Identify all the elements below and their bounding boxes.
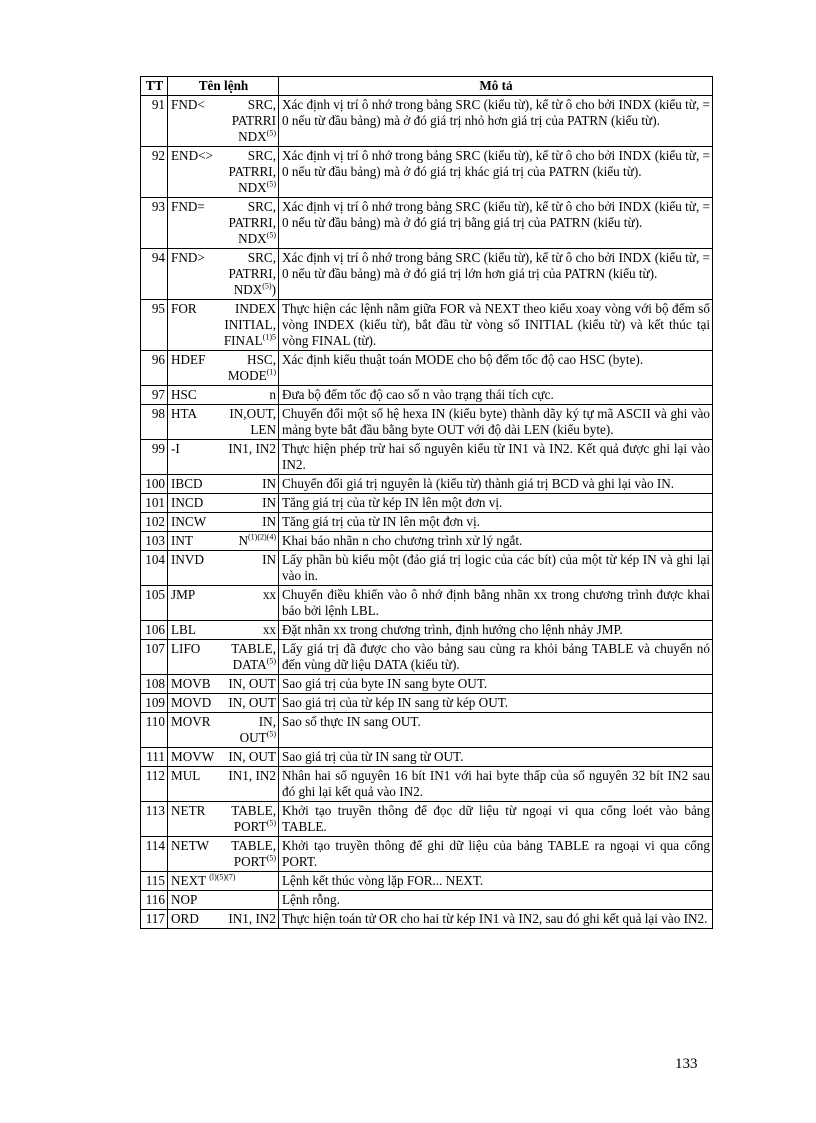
command-description: Thực hiện các lệnh nằm giữa FOR và NEXT theo kiểu xoay vòng với bộ đếm số vòng INDEX (kiểu từ), bắt đầu từ vòng số INITIAL (kiểu từ) và kết thúc tại vòng FINAL (từ). bbox=[279, 300, 713, 351]
command-description: Tăng giá trị của từ kép IN lên một đơn vị. bbox=[279, 494, 713, 513]
row-number: 103 bbox=[141, 532, 168, 551]
footnote-mark: (5) bbox=[266, 656, 276, 666]
operand-line: IN bbox=[262, 495, 276, 510]
command-name: FOR bbox=[171, 301, 197, 316]
row-number: 97 bbox=[141, 386, 168, 405]
command-description: Khai báo nhãn n cho chương trình xử lý ngắt. bbox=[279, 532, 713, 551]
command-name: INVD bbox=[171, 552, 204, 567]
command-cell bbox=[168, 872, 279, 891]
command-description: Khởi tạo truyền thông để ghi dữ liệu của bảng TABLE ra ngoại vi qua cổng PORT. bbox=[279, 837, 713, 872]
command-description: Chuyển đổi một số hệ hexa IN (kiểu byte) thành dãy ký tự mã ASCII và ghi vào mảng byte bắt đầu bằng byte OUT với độ dài LEN (kiểu byte). bbox=[279, 405, 713, 440]
table-row bbox=[141, 640, 713, 675]
operand-line: xx bbox=[262, 587, 276, 602]
command-cell bbox=[168, 891, 279, 910]
row-number: 117 bbox=[141, 910, 168, 929]
command-name: HSC bbox=[171, 387, 197, 402]
footnote-mark: (5) bbox=[262, 281, 272, 291]
operand-line: NDX$^{(5)}$ bbox=[238, 230, 276, 246]
row-number: 106 bbox=[141, 621, 168, 640]
command-description: Lấy giá trị đã được cho vào bảng sau cùng ra khỏi bảng TABLE và chuyển nó đến vùng dữ liệu DATA (kiểu từ). bbox=[279, 640, 713, 675]
row-number: 92 bbox=[141, 147, 168, 198]
operand-line: IN, OUT bbox=[228, 695, 276, 710]
command-name: INCW bbox=[171, 514, 207, 529]
operand-line: IN1, IN2 bbox=[228, 768, 276, 783]
row-number: 115 bbox=[141, 872, 168, 891]
command-cell bbox=[168, 837, 279, 872]
command-operands bbox=[216, 250, 276, 298]
command-operands bbox=[216, 838, 276, 870]
command-description: Sao giá trị của byte IN sang byte OUT. bbox=[279, 675, 713, 694]
header-desc: Mô tả bbox=[279, 77, 713, 96]
table-row bbox=[141, 96, 713, 147]
command-name: MOVR bbox=[171, 714, 211, 729]
operand-line: DATA$^{(5)}$ bbox=[232, 656, 276, 672]
operand-line: IN1, IN2 bbox=[228, 911, 276, 926]
command-operands bbox=[216, 695, 276, 711]
operand-line: IN1, IN2 bbox=[228, 441, 276, 456]
command-operands bbox=[216, 387, 276, 403]
command-name: INCD bbox=[171, 495, 204, 510]
command-description: Thực hiện phép trừ hai số nguyên kiểu từ IN1 và IN2. Kết quả được ghi lại vào IN2. bbox=[279, 440, 713, 475]
command-name: INT bbox=[171, 533, 193, 548]
operand-line: IN,OUT, bbox=[229, 406, 276, 421]
command-description: Đặt nhãn xx trong chương trình, định hướng cho lệnh nhảy JMP. bbox=[279, 621, 713, 640]
command-operands bbox=[216, 714, 276, 746]
operand-line: TABLE, bbox=[231, 838, 276, 853]
command-operands bbox=[216, 803, 276, 835]
command-operands bbox=[216, 352, 276, 384]
row-number: 104 bbox=[141, 551, 168, 586]
command-name: MOVD bbox=[171, 695, 212, 710]
command-name: LBL bbox=[171, 622, 196, 637]
table-row bbox=[141, 748, 713, 767]
operand-line: NDX$^{(5)}$ bbox=[238, 179, 276, 195]
command-description: Xác định vị trí ô nhớ trong bảng SRC (kiểu từ), kể từ ô cho bởi INDX (kiểu từ, = 0 nếu từ đầu bảng) mà ở đó giá trị lớn hơn giá trị của PATRN (kiểu từ). bbox=[279, 249, 713, 300]
command-name: LIFO bbox=[171, 641, 201, 656]
table-row bbox=[141, 872, 713, 891]
command-description: Xác định kiểu thuật toán MODE cho bộ đếm tốc độ cao HSC (byte). bbox=[279, 351, 713, 386]
command-name: END<> bbox=[171, 148, 213, 163]
command-cell bbox=[168, 475, 279, 494]
table-row bbox=[141, 351, 713, 386]
table-row bbox=[141, 802, 713, 837]
command-operands bbox=[216, 641, 276, 673]
row-number: 95 bbox=[141, 300, 168, 351]
table-row bbox=[141, 891, 713, 910]
footnote-mark: (1)5 bbox=[262, 332, 276, 342]
operand-line: TABLE, bbox=[231, 641, 276, 656]
row-number: 100 bbox=[141, 475, 168, 494]
command-cell bbox=[168, 621, 279, 640]
command-name: NOP bbox=[171, 892, 198, 907]
operand-line: OUT$^{(5)}$ bbox=[239, 729, 276, 745]
command-description: Khởi tạo truyền thông để đọc dữ liệu từ ngoại vi qua cổng loét vào bảng TABLE. bbox=[279, 802, 713, 837]
command-name: FND= bbox=[171, 199, 205, 214]
command-description: Chuyển đổi giá trị nguyên là (kiểu từ) thành giá trị BCD và ghi lại vào IN. bbox=[279, 475, 713, 494]
command-cell bbox=[168, 494, 279, 513]
command-cell bbox=[168, 440, 279, 475]
row-number: 107 bbox=[141, 640, 168, 675]
command-description: Sao giá trị của từ IN sang từ OUT. bbox=[279, 748, 713, 767]
command-name: NETR bbox=[171, 803, 206, 818]
operand-line: NDX$^{(5)}$ bbox=[238, 128, 276, 144]
command-cell bbox=[168, 532, 279, 551]
command-cell bbox=[168, 748, 279, 767]
row-number: 116 bbox=[141, 891, 168, 910]
command-operands bbox=[218, 148, 276, 196]
command-cell bbox=[168, 249, 279, 300]
command-description: Lệnh kết thúc vòng lặp FOR... NEXT. bbox=[279, 872, 713, 891]
command-name: IBCD bbox=[171, 476, 203, 491]
command-name: ORD bbox=[171, 911, 199, 926]
row-number: 114 bbox=[141, 837, 168, 872]
command-name: HTA bbox=[171, 406, 198, 421]
row-number: 113 bbox=[141, 802, 168, 837]
table-row bbox=[141, 147, 713, 198]
command-description: Sao số thực IN sang OUT. bbox=[279, 713, 713, 748]
table-row bbox=[141, 475, 713, 494]
footnote-mark: (5) bbox=[266, 818, 276, 828]
row-number: 105 bbox=[141, 586, 168, 621]
command-name: NETW bbox=[171, 838, 210, 853]
command-cell bbox=[168, 910, 279, 929]
command-operands bbox=[216, 514, 276, 530]
command-cell bbox=[168, 300, 279, 351]
table-row bbox=[141, 551, 713, 586]
table-row bbox=[141, 910, 713, 929]
command-name: MOVB bbox=[171, 676, 211, 691]
command-name: NEXT $^{(l)(5)(7)}$ bbox=[171, 872, 236, 888]
command-operands bbox=[216, 406, 276, 438]
page-number: 133 bbox=[675, 1056, 698, 1072]
command-description: Xác định vị trí ô nhớ trong bảng SRC (kiểu từ), kể từ ô cho bởi INDX (kiểu từ, = 0 nếu từ đầu bảng) mà ở đó giá trị bằng giá trị của PATRN (kiểu từ). bbox=[279, 198, 713, 249]
command-description: Sao giá trị của từ kép IN sang từ kép OUT. bbox=[279, 694, 713, 713]
table-body bbox=[141, 96, 713, 929]
command-name: JMP bbox=[171, 587, 196, 602]
table-header-row bbox=[141, 77, 713, 96]
operand-line: xx bbox=[262, 622, 276, 637]
command-cell bbox=[168, 694, 279, 713]
command-name: FND< bbox=[171, 97, 205, 112]
operand-line: INITIAL, bbox=[224, 317, 276, 332]
operand-line: IN, bbox=[258, 714, 276, 729]
command-operands bbox=[216, 622, 276, 638]
row-number: 109 bbox=[141, 694, 168, 713]
operand-line: PATRRI, bbox=[228, 266, 276, 281]
header-tt: TT bbox=[141, 77, 168, 96]
row-number: 111 bbox=[141, 748, 168, 767]
table-row bbox=[141, 513, 713, 532]
table-row bbox=[141, 675, 713, 694]
footnote-mark: (5) bbox=[266, 128, 276, 138]
command-description: Lệnh rỗng. bbox=[279, 891, 713, 910]
command-operands bbox=[216, 552, 276, 568]
table-row bbox=[141, 300, 713, 351]
command-description: Lấy phần bù kiểu một (đảo giá trị logic của các bít) của một từ kép IN và ghi lại vào in. bbox=[279, 551, 713, 586]
footnote-mark: (5) bbox=[266, 179, 276, 189]
footnote-mark: (l)(5)(7) bbox=[209, 872, 236, 882]
command-operands bbox=[216, 476, 276, 492]
command-cell bbox=[168, 640, 279, 675]
command-name: FND> bbox=[171, 250, 205, 265]
table-row bbox=[141, 621, 713, 640]
operand-line: SRC, bbox=[247, 97, 276, 112]
row-number: 102 bbox=[141, 513, 168, 532]
table-row bbox=[141, 586, 713, 621]
command-name: HDEF bbox=[171, 352, 206, 367]
command-cell bbox=[168, 513, 279, 532]
command-name: MOVW bbox=[171, 749, 215, 764]
command-description: Xác định vị trí ô nhớ trong bảng SRC (kiểu từ), kể từ ô cho bởi INDX (kiểu từ, = 0 nếu từ đầu bảng) mà ở đó giá trị khác giá trị của PATRN (kiểu từ). bbox=[279, 147, 713, 198]
operand-line: $N^{(1)(2)(4)}$ bbox=[238, 532, 276, 548]
table-row bbox=[141, 494, 713, 513]
table-row bbox=[141, 440, 713, 475]
command-operands bbox=[235, 873, 276, 889]
command-operands bbox=[216, 199, 276, 247]
command-name: -I bbox=[171, 441, 180, 456]
operand-line: SRC, bbox=[247, 199, 276, 214]
operand-line: MODE$^{(1)}$ bbox=[227, 367, 276, 383]
command-cell bbox=[168, 586, 279, 621]
table-row bbox=[141, 249, 713, 300]
footnote-mark: (5) bbox=[266, 230, 276, 240]
table-row bbox=[141, 405, 713, 440]
operand-line: PATRRI, bbox=[228, 164, 276, 179]
operand-line: SRC, bbox=[247, 148, 276, 163]
operand-line: INDEX bbox=[234, 301, 276, 316]
command-operands bbox=[216, 495, 276, 511]
command-operands bbox=[216, 768, 276, 784]
row-number: 91 bbox=[141, 96, 168, 147]
command-description: Xác định vị trí ô nhớ trong bảng SRC (kiểu từ), kể từ ô cho bởi INDX (kiểu từ, = 0 nếu từ đầu bảng) mà ở đó giá trị nhỏ hơn giá trị của PATRN (kiểu từ). bbox=[279, 96, 713, 147]
operand-line: LEN bbox=[250, 422, 276, 437]
instruction-table bbox=[140, 76, 713, 929]
operand-line: TABLE, bbox=[231, 803, 276, 818]
row-number: 108 bbox=[141, 675, 168, 694]
row-number: 96 bbox=[141, 351, 168, 386]
command-cell bbox=[168, 675, 279, 694]
row-number: 101 bbox=[141, 494, 168, 513]
row-number: 110 bbox=[141, 713, 168, 748]
row-number: 98 bbox=[141, 405, 168, 440]
table-row bbox=[141, 713, 713, 748]
table-row bbox=[141, 532, 713, 551]
command-operands bbox=[216, 97, 276, 145]
command-operands bbox=[216, 441, 276, 457]
command-operands bbox=[216, 533, 276, 549]
table-row bbox=[141, 694, 713, 713]
command-cell bbox=[168, 551, 279, 586]
table-row bbox=[141, 198, 713, 249]
operand-line: HSC, bbox=[247, 352, 276, 367]
command-operands bbox=[216, 749, 276, 765]
table-row bbox=[141, 767, 713, 802]
command-cell bbox=[168, 147, 279, 198]
header-name: Tên lệnh bbox=[168, 77, 279, 96]
command-cell bbox=[168, 386, 279, 405]
operand-line: IN, OUT bbox=[228, 749, 276, 764]
operand-line: PORT$^{(5)}$ bbox=[233, 818, 276, 834]
operand-line: NDX$^{(5)}$) bbox=[233, 281, 276, 297]
command-cell bbox=[168, 351, 279, 386]
operand-line: IN bbox=[262, 514, 276, 529]
footnote-mark: (5) bbox=[266, 853, 276, 863]
operand-line: IN, OUT bbox=[228, 676, 276, 691]
command-operands bbox=[216, 301, 276, 349]
operand-line: IN bbox=[262, 476, 276, 491]
command-description: Nhân hai số nguyên 16 bít IN1 với hai byte thấp của số nguyên 32 bít IN2 sau đó ghi lại kết quả vào IN2. bbox=[279, 767, 713, 802]
command-cell bbox=[168, 767, 279, 802]
command-cell bbox=[168, 198, 279, 249]
command-name: MUL bbox=[171, 768, 201, 783]
command-cell bbox=[168, 96, 279, 147]
row-number: 99 bbox=[141, 440, 168, 475]
row-number: 112 bbox=[141, 767, 168, 802]
command-cell bbox=[168, 405, 279, 440]
command-operands bbox=[216, 911, 276, 927]
footnote-mark: (1)(2)(4) bbox=[248, 532, 276, 542]
row-number: 94 bbox=[141, 249, 168, 300]
operand-line: PATRRI bbox=[231, 113, 276, 128]
operand-line: $FINAL^{(1)5}$ bbox=[223, 332, 276, 348]
operand-line: PATRRI, bbox=[228, 215, 276, 230]
operand-line: n bbox=[269, 387, 276, 402]
command-cell bbox=[168, 713, 279, 748]
footnote-mark: (1) bbox=[266, 367, 276, 377]
command-description: Đưa bộ đếm tốc độ cao số n vào trạng thái tích cực. bbox=[279, 386, 713, 405]
command-description: Chuyển điều khiển vào ô nhớ định bằng nhãn xx trong chương trình được khai báo bởi lệnh LBL. bbox=[279, 586, 713, 621]
command-description: Thực hiện toán tử OR cho hai từ kép IN1 và IN2, sau đó ghi kết quả lại vào IN2. bbox=[279, 910, 713, 929]
command-description: Tăng giá trị của từ IN lên một đơn vị. bbox=[279, 513, 713, 532]
command-operands bbox=[216, 892, 276, 908]
operand-line: IN bbox=[262, 552, 276, 567]
table-row bbox=[141, 837, 713, 872]
operand-line: SRC, bbox=[247, 250, 276, 265]
operand-line: PORT$^{(5)}$ bbox=[233, 853, 276, 869]
footnote-mark: (5) bbox=[266, 729, 276, 739]
command-operands bbox=[216, 587, 276, 603]
row-number: 93 bbox=[141, 198, 168, 249]
command-cell bbox=[168, 802, 279, 837]
table-row bbox=[141, 386, 713, 405]
command-operands bbox=[216, 676, 276, 692]
